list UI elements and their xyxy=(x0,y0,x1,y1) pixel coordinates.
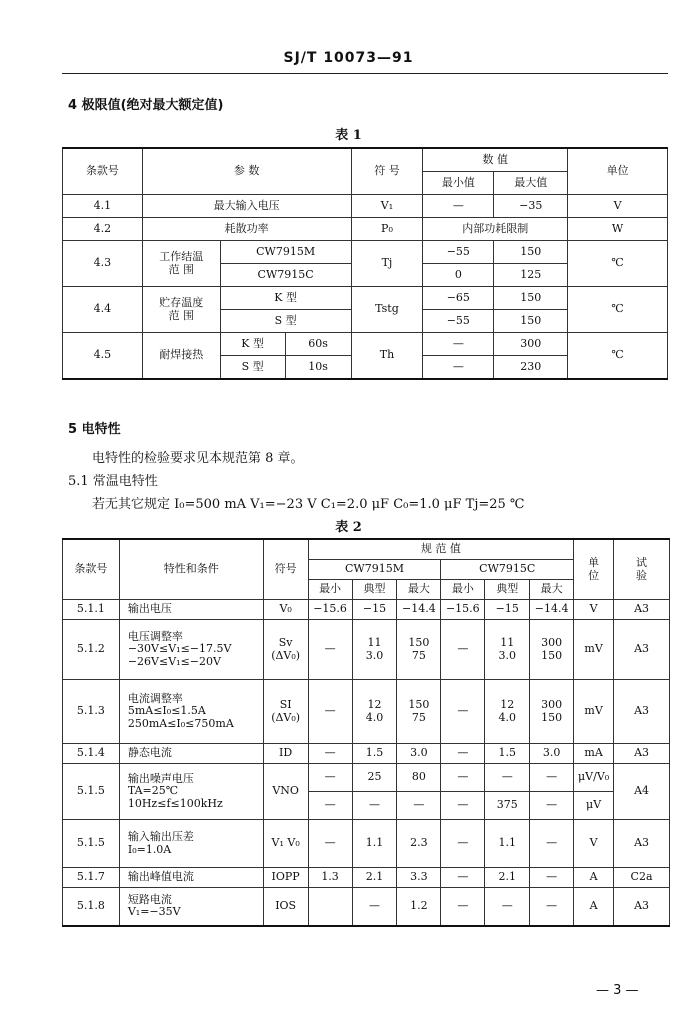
t2-r3-cmin: — xyxy=(441,680,485,744)
t2-r8-cmax: — xyxy=(530,888,574,926)
t2-r6-mmin: — xyxy=(308,820,352,868)
t2-r4-symbol: ID xyxy=(263,744,308,764)
t2-h-char: 特性和条件 xyxy=(119,539,263,600)
t1-r4-min1: −65 xyxy=(423,287,494,310)
table1-caption: 表 1 xyxy=(335,128,362,143)
t2-r8-char: 短路电流 V₁=−35V xyxy=(119,888,263,926)
doc-header: SJ/T 10073—91 xyxy=(283,50,414,66)
t1-r5-t2: 10s xyxy=(285,356,351,380)
t2-r5-symbol: VNO xyxy=(263,764,308,820)
table-1 xyxy=(62,147,668,380)
t2-r6-ctyp: 1.1 xyxy=(485,820,530,868)
t2-r6-test: A3 xyxy=(614,820,670,868)
section-5-1-conditions: 若无其它规定 I₀=500 mA V₁=−23 V C₁=2.0 μF C₀=1.0 μF Tj=25 ℃ xyxy=(92,497,525,512)
t1-r2-value: 内部功耗限制 xyxy=(423,218,568,241)
t2-r1-mmax: −14.4 xyxy=(397,600,441,620)
header-rule xyxy=(62,73,668,74)
t1-r5-symbol: Th xyxy=(351,333,423,380)
t2-r4-ctyp: 1.5 xyxy=(485,744,530,764)
t2-r7-symbol: IOPP xyxy=(263,868,308,888)
t1-h-max: 最大值 xyxy=(494,172,568,195)
t1-r3-param: 工作结温 范 围 xyxy=(142,241,220,287)
t2-r5b-cmin: — xyxy=(441,792,485,820)
t2-r4-mmax: 3.0 xyxy=(397,744,441,764)
t2-h-m: CW7915M xyxy=(308,560,441,580)
t2-r5b-unit: μV xyxy=(574,792,614,820)
t2-r6-cmin: — xyxy=(441,820,485,868)
t1-r4-max1: 150 xyxy=(494,287,568,310)
t2-r4-cmin: — xyxy=(441,744,485,764)
t2-r3-ctyp: 12 4.0 xyxy=(485,680,530,744)
t2-r5-char: 输出噪声电压 TA=25℃ 10Hz≤f≤100kHz xyxy=(119,764,263,820)
t2-r1-cmin: −15.6 xyxy=(441,600,485,620)
t2-r2-ctyp: 11 3.0 xyxy=(485,620,530,680)
t1-r3-max1: 150 xyxy=(494,241,568,264)
t1-r5-unit: ℃ xyxy=(568,333,668,380)
t1-h-value: 数 值 xyxy=(423,148,568,172)
t1-h-symbol: 符 号 xyxy=(351,148,423,195)
t2-r1-char: 输出电压 xyxy=(119,600,263,620)
t2-r5a-cmin: — xyxy=(441,764,485,792)
t2-r2-mtyp: 11 3.0 xyxy=(352,620,397,680)
t2-h-c-typ: 典型 xyxy=(485,580,530,600)
t2-h-test: 试 验 xyxy=(614,539,670,600)
t1-r3-unit: ℃ xyxy=(568,241,668,287)
t2-r3-cmax: 300 150 xyxy=(530,680,574,744)
t2-r2-clause: 5.1.2 xyxy=(63,620,120,680)
t2-r3-mmin: — xyxy=(308,680,352,744)
t1-r2-unit: W xyxy=(568,218,668,241)
t1-r4-param: 贮存温度 范 围 xyxy=(142,287,220,333)
t2-r5a-cmax: — xyxy=(530,764,574,792)
t2-r7-mmin: 1.3 xyxy=(308,868,352,888)
t1-r3-sub2: CW7915C xyxy=(220,264,351,287)
t1-r2-param: 耗散功率 xyxy=(142,218,351,241)
t2-r7-cmin: — xyxy=(441,868,485,888)
t1-r3-max2: 125 xyxy=(494,264,568,287)
t1-r3-min1: −55 xyxy=(423,241,494,264)
t1-r5-sub2: S 型 xyxy=(220,356,285,380)
t1-r4-max2: 150 xyxy=(494,310,568,333)
t1-r2-clause: 4.2 xyxy=(63,218,143,241)
t2-r5b-cmax: — xyxy=(530,792,574,820)
t2-r2-char: 电压调整率 −30V≤V₁≤−17.5V −26V≤V₁≤−20V xyxy=(119,620,263,680)
t1-r1-unit: V xyxy=(568,195,668,218)
t2-r8-mtyp: — xyxy=(352,888,397,926)
t2-r3-char: 电流调整率 5mA≤I₀≤1.5A 250mA≤I₀≤750mA xyxy=(119,680,263,744)
t2-r7-unit: A xyxy=(574,868,614,888)
section-5-1-title: 5.1 常温电特性 xyxy=(68,474,158,489)
t2-r8-mmax: 1.2 xyxy=(397,888,441,926)
t1-r5-min2: — xyxy=(423,356,494,380)
t2-r4-test: A3 xyxy=(614,744,670,764)
t2-r5b-mtyp: — xyxy=(352,792,397,820)
t2-r6-char: 输入输出压差 I₀=1.0A xyxy=(119,820,263,868)
t2-r2-mmin: — xyxy=(308,620,352,680)
t2-r4-clause: 5.1.4 xyxy=(63,744,120,764)
t2-h-c: CW7915C xyxy=(441,560,574,580)
t2-r3-test: A3 xyxy=(614,680,670,744)
t2-r2-mmax: 150 75 xyxy=(397,620,441,680)
t1-h-param: 参 数 xyxy=(142,148,351,195)
t2-r3-unit: mV xyxy=(574,680,614,744)
t2-r7-clause: 5.1.7 xyxy=(63,868,120,888)
t1-r5-max2: 230 xyxy=(494,356,568,380)
t2-r1-test: A3 xyxy=(614,600,670,620)
t2-r5b-mmin: — xyxy=(308,792,352,820)
t2-r7-char: 输出峰值电流 xyxy=(119,868,263,888)
section-4-title: 4 极限值(绝对最大额定值) xyxy=(68,98,224,113)
t2-h-clause: 条款号 xyxy=(63,539,120,600)
t1-r1-min: — xyxy=(423,195,494,218)
t2-h-c-min: 最小 xyxy=(441,580,485,600)
t1-r3-min2: 0 xyxy=(423,264,494,287)
t1-h-unit: 单位 xyxy=(568,148,668,195)
t2-r5a-mmax: 80 xyxy=(397,764,441,792)
t2-r5-clause: 5.1.5 xyxy=(63,764,120,820)
t2-r2-cmax: 300 150 xyxy=(530,620,574,680)
t2-r5-test: A4 xyxy=(614,764,670,820)
t2-r5a-mmin: — xyxy=(308,764,352,792)
t1-r4-sub1: K 型 xyxy=(220,287,351,310)
t2-r2-test: A3 xyxy=(614,620,670,680)
t1-r4-min2: −55 xyxy=(423,310,494,333)
t1-r5-sub1: K 型 xyxy=(220,333,285,356)
t1-r5-min1: — xyxy=(423,333,494,356)
t2-r8-clause: 5.1.8 xyxy=(63,888,120,926)
t2-r7-mmax: 3.3 xyxy=(397,868,441,888)
t1-r1-symbol: V₁ xyxy=(351,195,423,218)
t2-r3-clause: 5.1.3 xyxy=(63,680,120,744)
t2-h-symbol: 符号 xyxy=(263,539,308,600)
t2-r2-unit: mV xyxy=(574,620,614,680)
t2-r1-ctyp: −15 xyxy=(485,600,530,620)
t1-r1-param: 最大输入电压 xyxy=(142,195,351,218)
t2-r3-symbol: SI (ΔV₀) xyxy=(263,680,308,744)
table-2 xyxy=(62,538,670,927)
t1-r3-clause: 4.3 xyxy=(63,241,143,287)
t1-r5-clause: 4.5 xyxy=(63,333,143,380)
t2-r8-unit: A xyxy=(574,888,614,926)
section-5-intro: 电特性的检验要求见本规范第 8 章。 xyxy=(92,451,304,466)
t2-r7-cmax: — xyxy=(530,868,574,888)
t2-h-unit: 单 位 xyxy=(574,539,614,600)
t2-h-m-max: 最大 xyxy=(397,580,441,600)
t2-r5b-ctyp: 375 xyxy=(485,792,530,820)
t2-r8-test: A3 xyxy=(614,888,670,926)
t1-r4-symbol: Tstg xyxy=(351,287,423,333)
t1-r4-clause: 4.4 xyxy=(63,287,143,333)
t2-h-m-min: 最小 xyxy=(308,580,352,600)
t2-r6-mmax: 2.3 xyxy=(397,820,441,868)
t1-r4-sub2: S 型 xyxy=(220,310,351,333)
t2-r2-cmin: — xyxy=(441,620,485,680)
t2-r6-clause: 5.1.5 xyxy=(63,820,120,868)
t2-r6-mtyp: 1.1 xyxy=(352,820,397,868)
t2-r1-cmax: −14.4 xyxy=(530,600,574,620)
t2-r4-cmax: 3.0 xyxy=(530,744,574,764)
t2-h-c-max: 最大 xyxy=(530,580,574,600)
t2-r7-mtyp: 2.1 xyxy=(352,868,397,888)
t2-r5a-ctyp: — xyxy=(485,764,530,792)
t2-r1-clause: 5.1.1 xyxy=(63,600,120,620)
t1-r5-param: 耐焊接热 xyxy=(142,333,220,380)
t1-r1-clause: 4.1 xyxy=(63,195,143,218)
t2-r5b-mmax: — xyxy=(397,792,441,820)
t2-r8-ctyp: — xyxy=(485,888,530,926)
t2-r1-symbol: V₀ xyxy=(263,600,308,620)
t2-r6-cmax: — xyxy=(530,820,574,868)
t2-r4-unit: mA xyxy=(574,744,614,764)
t2-r8-symbol: IOS xyxy=(263,888,308,926)
t2-h-spec: 规 范 值 xyxy=(308,539,574,560)
t2-r5a-unit: μV/V₀ xyxy=(574,764,614,792)
t2-r1-mmin: −15.6 xyxy=(308,600,352,620)
t2-r4-char: 静态电流 xyxy=(119,744,263,764)
t2-r7-test: C2a xyxy=(614,868,670,888)
t2-r4-mtyp: 1.5 xyxy=(352,744,397,764)
section-5-title: 5 电特性 xyxy=(68,422,121,437)
t1-r4-unit: ℃ xyxy=(568,287,668,333)
t2-r8-mmin xyxy=(308,888,352,926)
t2-r5a-mtyp: 25 xyxy=(352,764,397,792)
t2-r8-cmin: — xyxy=(441,888,485,926)
t2-h-m-typ: 典型 xyxy=(352,580,397,600)
t1-h-min: 最小值 xyxy=(423,172,494,195)
t2-r4-mmin: — xyxy=(308,744,352,764)
t1-r5-max1: 300 xyxy=(494,333,568,356)
t2-r3-mmax: 150 75 xyxy=(397,680,441,744)
t2-r1-unit: V xyxy=(574,600,614,620)
t1-r5-t1: 60s xyxy=(285,333,351,356)
t2-r3-mtyp: 12 4.0 xyxy=(352,680,397,744)
t2-r6-symbol: V₁ V₀ xyxy=(263,820,308,868)
page-number: — 3 — xyxy=(596,983,639,998)
t1-r3-sub1: CW7915M xyxy=(220,241,351,264)
t1-h-clause: 条款号 xyxy=(63,148,143,195)
t2-r6-unit: V xyxy=(574,820,614,868)
t1-r1-max: −35 xyxy=(494,195,568,218)
t2-r1-mtyp: −15 xyxy=(352,600,397,620)
table2-caption: 表 2 xyxy=(335,520,362,535)
t1-r3-symbol: Tj xyxy=(351,241,423,287)
t2-r7-ctyp: 2.1 xyxy=(485,868,530,888)
t1-r2-symbol: P₀ xyxy=(351,218,423,241)
t2-r2-symbol: Sv (ΔV₀) xyxy=(263,620,308,680)
